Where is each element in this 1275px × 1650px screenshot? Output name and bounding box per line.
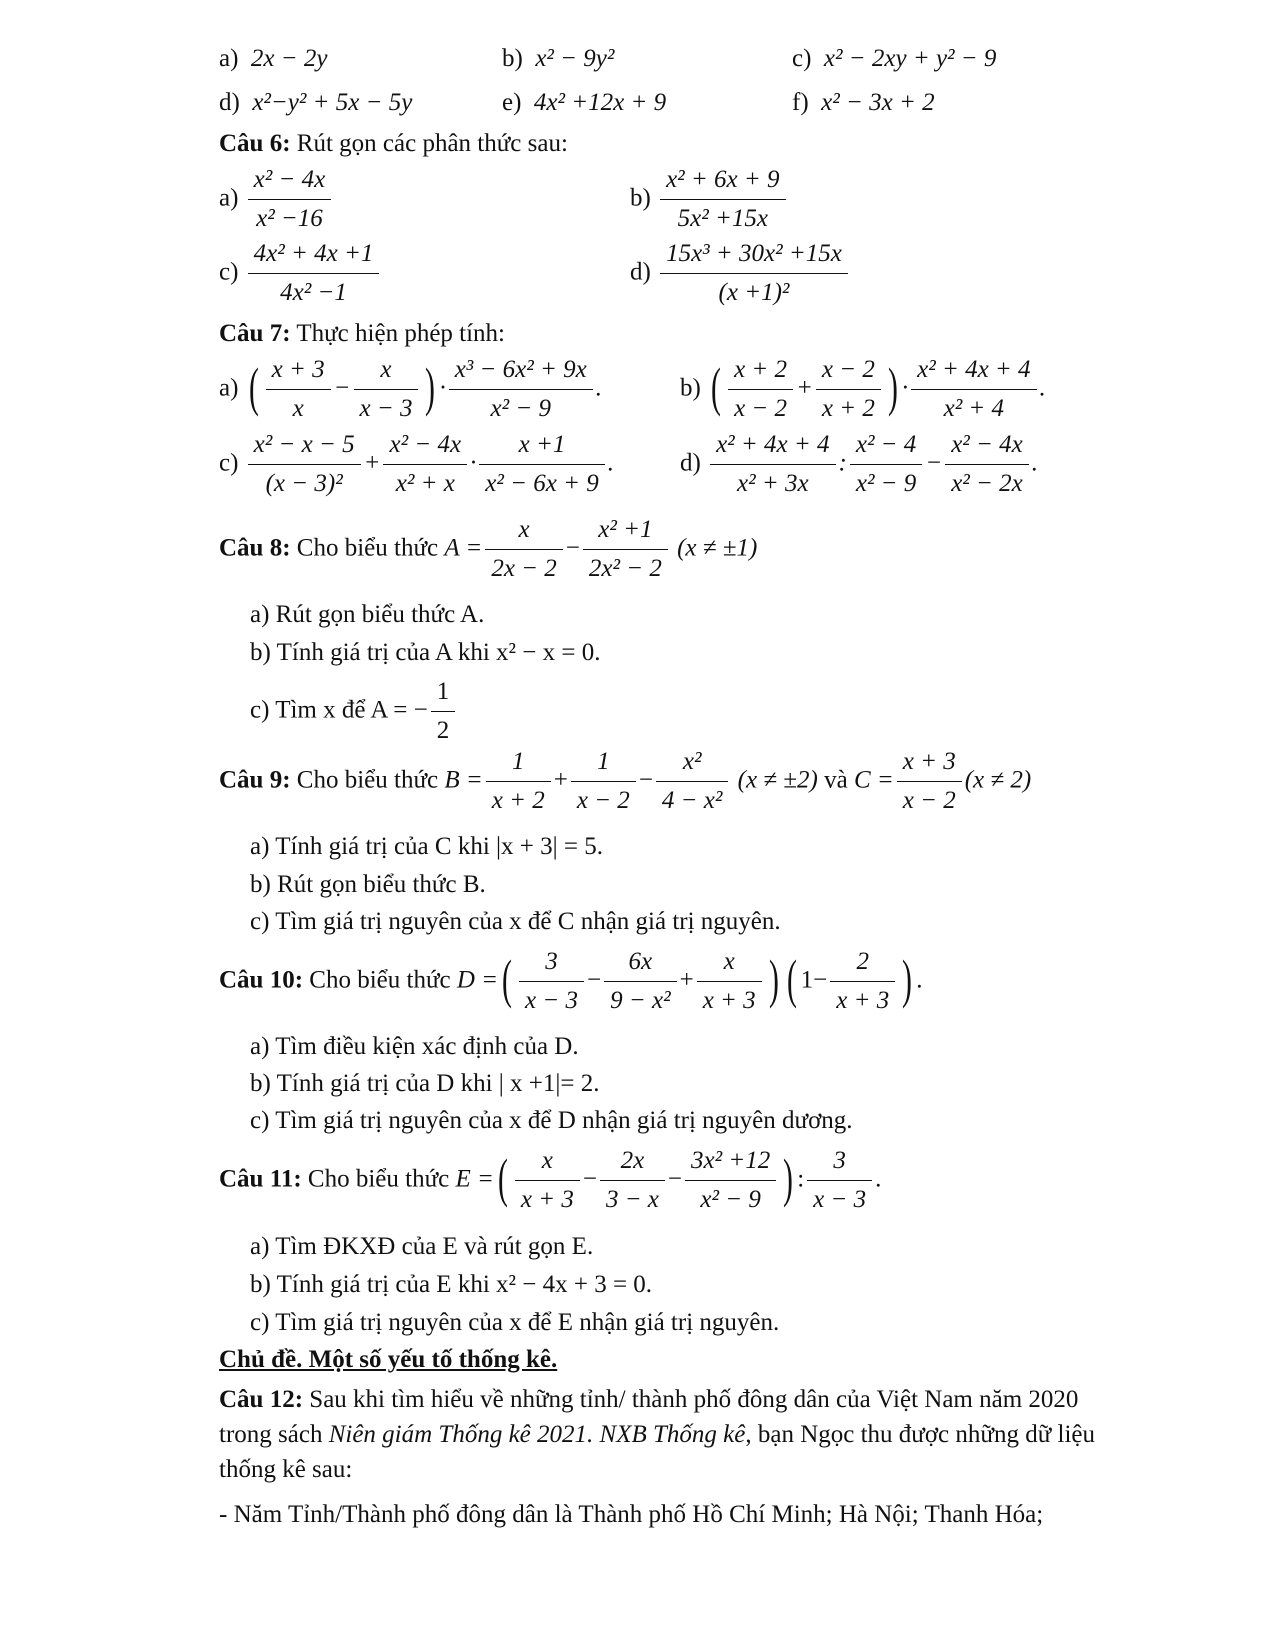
q12-paragraph: Câu 12: Sau khi tìm hiểu về những tỉnh/ thành phố đông dân của Việt Nam năm 2020 trong sách Niên giám Thống kê 2021. NXB Thống kê, bạn Ngọc thu được những dữ liệu thống kê sau: xyxy=(219,1386,1095,1483)
item-f: f) x² − 3x + 2 xyxy=(792,89,935,116)
q7-heading: Câu 7: Thực hiện phép tính: xyxy=(219,320,506,347)
q6-a: a) $\frac{\text{x² − 4x}}{\text{x² −16}}$ xyxy=(219,166,334,234)
q10-c: c) Tìm giá trị nguyên của x để D nhận giá trị nguyên dương. xyxy=(250,1107,853,1134)
q10-heading: Câu 10: Cho biểu thức D =( $\frac{3}{x - 3}$ − $\frac{6x}{\text{9 − x²}}$ + $\frac{x}{x + 3}$ ) ( 1− $\frac{2}{x + 3}$ ) . xyxy=(219,948,923,1014)
q8-c: c) Tìm x để A = − $\frac{1}{2}$ xyxy=(250,678,458,746)
q6-d-fraction: $\frac{\text{15x³ + 30x² +15x}}{\text{(x +1)²}}$ xyxy=(660,240,848,308)
expr-c: x² − 2xy + y² − 9 xyxy=(823,45,997,72)
item-b: b) x² − 9y² xyxy=(502,45,615,72)
item-a: a) 2x − 2y xyxy=(219,45,328,72)
q10-b: b) Tính giá trị của D khi | x +1|= 2. xyxy=(250,1070,600,1097)
expr-f: x² − 3x + 2 xyxy=(821,89,935,116)
q12-line: - Năm Tỉnh/Thành phố đông dân là Thành phố Hồ Chí Minh; Hà Nội; Thanh Hóa; xyxy=(219,1501,1044,1528)
q10-a: a) Tìm điều kiện xác định của D. xyxy=(250,1033,579,1060)
q11-c: c) Tìm giá trị nguyên của x để E nhận giá trị nguyên. xyxy=(250,1309,780,1336)
q8-b: b) Tính giá trị của A khi x² − x = 0. xyxy=(250,639,601,666)
expr-e: 4x² +12x + 9 xyxy=(533,89,667,116)
item-d: d) x²−y² + 5x − 5y xyxy=(219,89,413,116)
q6-c-fraction: $\frac{\text{4x² + 4x +1}}{\text{4x² −1}}$ xyxy=(248,240,380,308)
q7-c: c) $\frac{\text{x² − x − 5}}{\text{(x − 3)²}}$ + $\frac{\text{x² − 4x}}{\text{x² + x}}$ · $\frac{x +1}{\text{x² − 6x + 9}}$ . xyxy=(219,431,614,497)
q6-b: b) $\frac{\text{x² + 6x + 9}}{\text{5x² +15x}}$ xyxy=(630,166,789,234)
q9-c: c) Tìm giá trị nguyên của x để C nhận giá trị nguyên. xyxy=(250,908,781,935)
expr-d: x²−y² + 5x − 5y xyxy=(252,89,413,116)
q6-d: d) $\frac{\text{15x³ + 30x² +15x}}{\text{(x +1)²}}$ xyxy=(630,240,851,308)
q9-heading: Câu 9: Cho biểu thức B = $\frac{1}{x + 2}$ + $\frac{1}{x - 2}$ − $\frac{\text{x²}}{\text{4 − x²}}$ (x ≠ ±2) và C = $\frac{x + 3}{x - 2}$ (x ≠ 2) xyxy=(219,748,1032,814)
q8-a: a) Rút gọn biểu thức A. xyxy=(250,601,485,628)
q6-c: c) $\frac{\text{4x² + 4x +1}}{\text{4x² −1}}$ xyxy=(219,240,382,308)
expr-b: x² − 9y² xyxy=(535,45,615,72)
q6-heading: Câu 6: Rút gọn các phân thức sau: xyxy=(219,130,568,157)
q8-heading: Câu 8: Cho biểu thức A = $\frac{x}{2x - 2}$ − $\frac{\text{x² +1}}{\text{2x² − 2}}$ (x ≠ ±1) xyxy=(219,516,758,582)
item-c: c) x² − 2xy + y² − 9 xyxy=(792,45,997,72)
q9-a: a) Tính giá trị của C khi |x + 3| = 5. xyxy=(250,833,603,860)
q7-b: b) ( $\frac{x + 2}{x - 2}$ + $\frac{x - 2}{x + 2}$ ) · $\frac{\text{x² + 4x + 4}}{\text{x² + 4}}$ . xyxy=(680,356,1046,422)
q9-b: b) Rút gọn biểu thức B. xyxy=(250,871,486,898)
q7-a: a) ( $\frac{x + 3}{x}$ − $\frac{x}{x - 3}$ ) · $\frac{\text{x³ − 6x² + 9x}}{\text{x² − 9}}$ . xyxy=(219,356,602,422)
q11-a: a) Tìm ĐKXĐ của E và rút gọn E. xyxy=(250,1233,594,1260)
q6-b-fraction: $\frac{\text{x² + 6x + 9}}{\text{5x² +15x}}$ xyxy=(660,166,785,234)
q7-d: d) $\frac{\text{x² + 4x + 4}}{\text{x² + 3x}}$ : $\frac{\text{x² − 4}}{\text{x² − 9}}$ − $\frac{\text{x² − 4x}}{\text{x² − 2x}}$ . xyxy=(680,431,1038,497)
expr-a: 2x − 2y xyxy=(250,45,328,72)
item-e: e) 4x² +12x + 9 xyxy=(502,89,667,116)
q11-heading: Câu 11: Cho biểu thức E =( $\frac{x}{x + 3}$ − $\frac{2x}{3 - x}$ − $\frac{\text{3x² +12}}{\text{x² − 9}}$ ) : $\frac{3}{x - 3}$ . xyxy=(219,1147,882,1213)
topic-heading: Chủ đề. Một số yếu tố thống kê. xyxy=(219,1346,558,1373)
q6-a-fraction: $\frac{\text{x² − 4x}}{\text{x² −16}}$ xyxy=(248,166,332,234)
q11-b: b) Tính giá trị của E khi x² − 4x + 3 = 0. xyxy=(250,1271,653,1298)
